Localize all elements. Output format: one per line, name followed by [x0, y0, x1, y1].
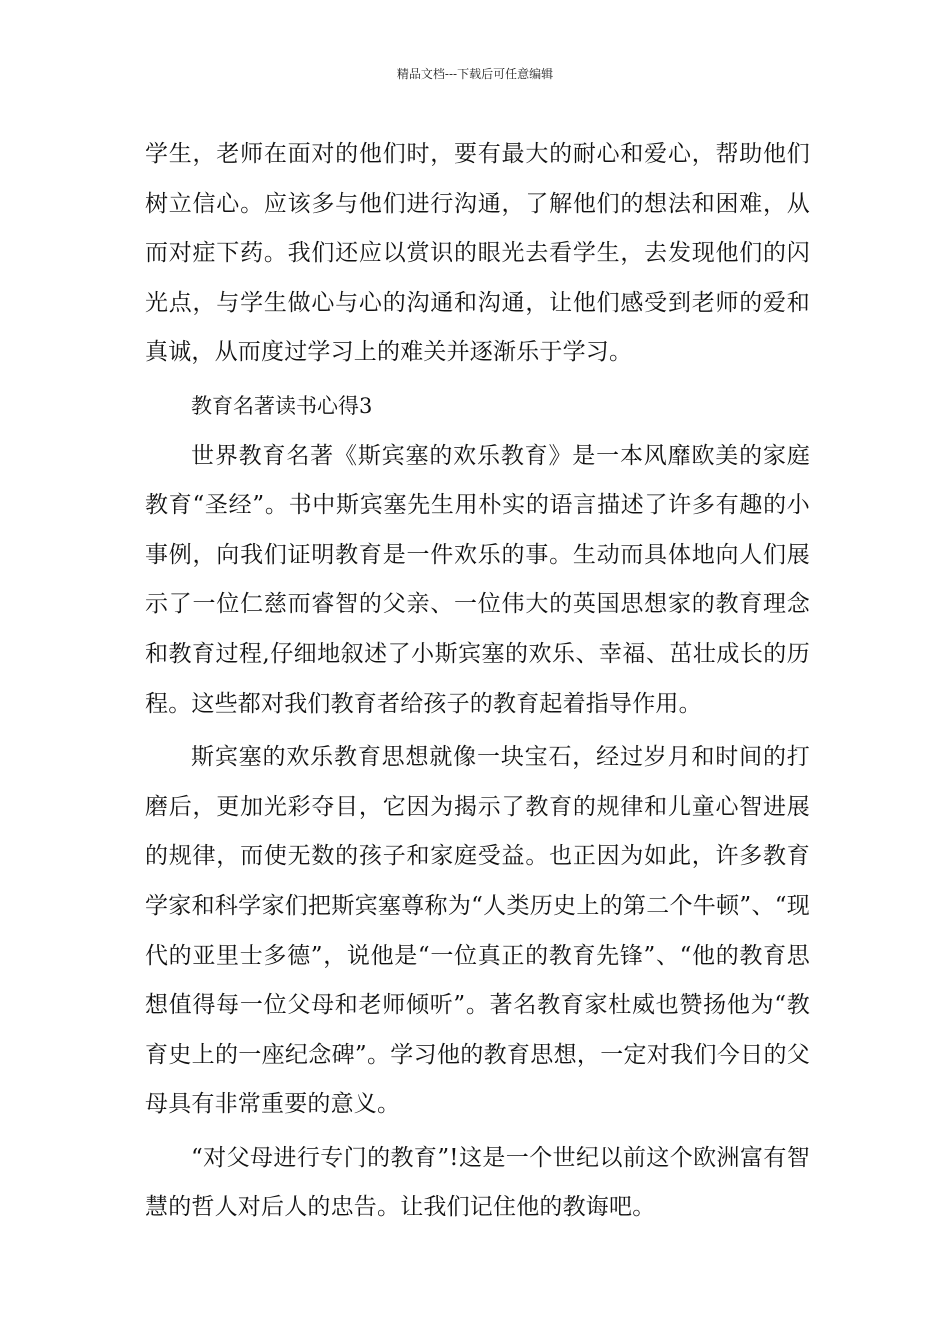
paragraph-spencer-thought: 斯宾塞的欢乐教育思想就像一块宝石，经过岁月和时间的打磨后，更加光彩夺目，它因为揭示了教育的规律和儿童心智进展的规律，而使无数的孩子和家庭受益。也正因为如此，许多教育学家和科学家们把斯宾塞尊称为“人类历史上的第二个牛顿”、“现代的亚里士多德”，说他是“一位真正的教育先锋”、“他的教育思想值得每一位父母和老师倾听”。著名教育家杜威也赞扬他为“教育史上的一座纪念碑”。学习他的教育思想，一定对我们今日的父母具有非常重要的意义。: [145, 744, 810, 1118]
document-body: [145, 130, 810, 1233]
paragraph-intro: 世界教育名著《斯宾塞的欢乐教育》是一本风靡欧美的家庭教育“圣经”。书中斯宾塞先生用朴实的语言描述了许多有趣的小事例，向我们证明教育是一件欢乐的事。生动而具体地向人们展示了一位仁慈而睿智的父亲、一位伟大的英国思想家的教育理念和教育过程,仔细地叙述了小斯宾塞的欢乐、幸福、茁壮成长的历程。这些都对我们教育者给孩子的教育起着指导作用。: [145, 442, 810, 717]
section-heading: 教育名著读书心得3: [191, 393, 373, 418]
page-header: 精品文档---下载后可任意编辑: [396, 67, 554, 81]
paragraph-continuation: 学生，老师在面对的他们时，要有最大的耐心和爱心，帮助他们树立信心。应该多与他们进行沟通，了解他们的想法和困难，从而对症下药。我们还应以赏识的眼光去看学生，去发现他们的闪光点，与学生做心与心的沟通和沟通，让他们感受到老师的爱和真诚，从而度过学习上的难关并逐渐乐于学习。: [145, 141, 810, 366]
paragraph-closing: “对父母进行专门的教育”!这是一个世纪以前这个欧洲富有智慧的哲人对后人的忠告。让我们记住他的教诲吧。: [145, 1144, 810, 1221]
